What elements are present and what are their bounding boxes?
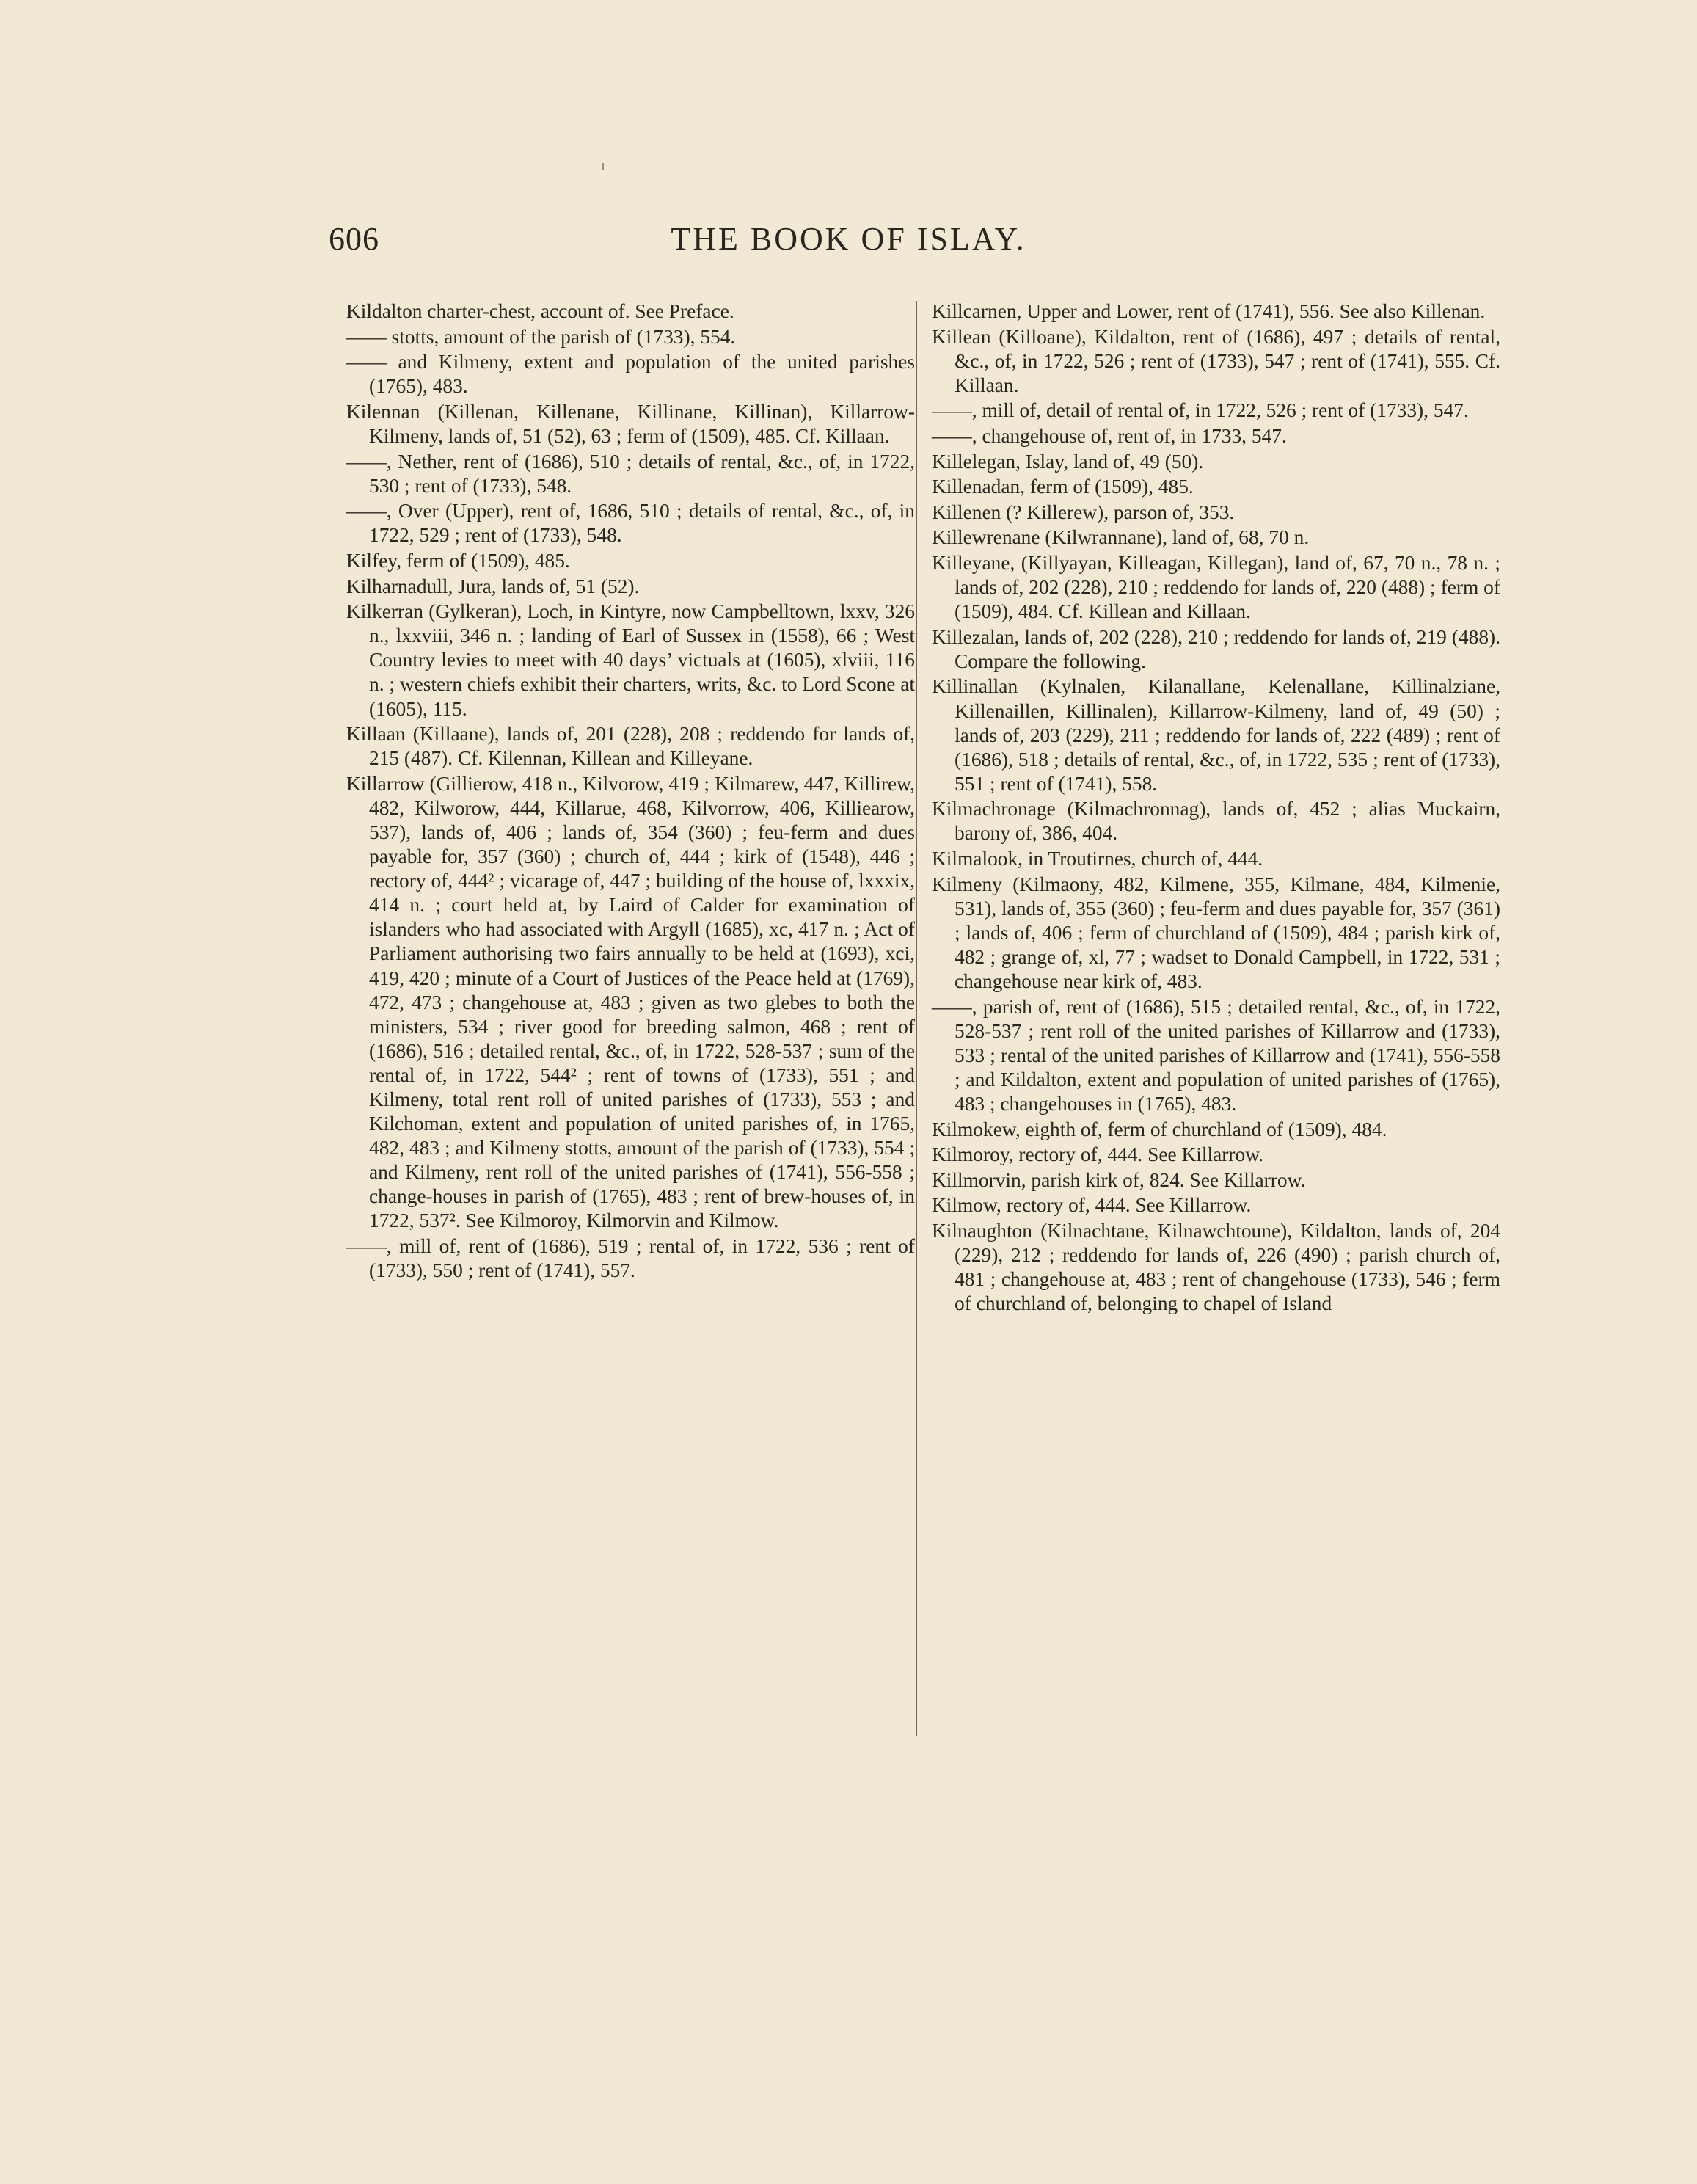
index-entry: Killenen (? Killerew), parson of, 353.: [932, 500, 1235, 523]
index-entry: ——, mill of, rent of (1686), 519 ; rental of, in 1722, 536 ; rent of (1733), 550 ; rent of (1741), 557.: [346, 1235, 915, 1282]
index-entry: Kilkerran (Gylkeran), Loch, in Kintyre, now Campbelltown, lxxv, 326 n., lxxviii, 346 n. ; landing of Earl of Sussex in (1558), 66 ; West Country levies to meet with 40 days’ victuals at (1605), xlviii, 116 n. ; western chiefs exhibit their charters, writs, &c. to Lord Scone at (1605), 115.: [346, 600, 915, 720]
index-entry: Kilfey, ferm of (1509), 485.: [346, 549, 570, 572]
scan-mark: [602, 163, 604, 170]
index-entry: Kildalton charter-chest, account of. See Preface.: [346, 300, 734, 322]
index-entry: ——, Over (Upper), rent of, 1686, 510 ; details of rental, &c., of, in 1722, 529 ; rent of (1733), 548.: [346, 500, 915, 547]
index-entry: Kilmow, rectory of, 444. See Killarrow.: [932, 1194, 1252, 1217]
index-entry: ——, changehouse of, rent of, in 1733, 547.: [932, 424, 1287, 447]
index-entry: Kilmachronage (Kilmachronnag), lands of, 452 ; alias Muckairn, barony of, 386, 404.: [932, 798, 1500, 845]
index-entry: Killelegan, Islay, land of, 49 (50).: [932, 450, 1204, 473]
index-entry: ——, mill of, detail of rental of, in 1722, 526 ; rent of (1733), 547.: [932, 399, 1469, 422]
index-entry: Killcarnen, Upper and Lower, rent of (1741), 556. See also Killenan.: [932, 300, 1486, 322]
index-entry: Kilennan (Killenan, Killenane, Killinane, Killinan), Killarrow-Kilmeny, lands of, 51 (52), 63 ; ferm of (1509), 485. Cf. Killaan.: [346, 400, 915, 447]
index-entry: Kilnaughton (Kilnachtane, Kilnawchtoune), Kildalton, lands of, 204 (229), 212 ; reddendo for lands of, 226 (490) ; parish church of, 481 ; changehouse at, 483 ; rent of changehouse (1733), 546 ; ferm of churchland of, belonging to chapel of Island: [932, 1219, 1500, 1315]
index-entry: Killezalan, lands of, 202 (228), 210 ; reddendo for lands of, 219 (488). Compare the following.: [932, 625, 1500, 672]
index-entry: Killmorvin, parish kirk of, 824. See Killarrow.: [932, 1168, 1306, 1191]
index-entry: Kilmalook, in Troutirnes, church of, 444.: [932, 848, 1263, 870]
index-entry: ——, Nether, rent of (1686), 510 ; details of rental, &c., of, in 1722, 530 ; rent of (1733), 548.: [346, 450, 915, 497]
index-entry: Kilmokew, eighth of, ferm of churchland of (1509), 484.: [932, 1118, 1387, 1140]
index-entry: Killaan (Killaane), lands of, 201 (228), 208 ; reddendo for lands of, 215 (487). Cf. Kilennan, Killean and Killeyane.: [346, 723, 915, 770]
index-entry: Kilmoroy, rectory of, 444. See Killarrow.: [932, 1143, 1264, 1166]
index-entry: Killarrow (Gillierow, 418 n., Kilvorow, 419 ; Kilmarew, 447, Killirew, 482, Kilworow, 444, Killarue, 468, Kilvorrow, 406, Killiearow, 537), lands of, 406 ; lands of, 354 (360) ; feu-ferm and dues payable for, 357 (360) ; church of, 444 ; kirk of (1548), 446 ; rectory of, 444² ; vicarage of, 447 ; building of the house of, lxxxix, 414 n. ; court held at, by Laird of Calder for examination of islanders who had associated with Argyll (1685), xc, 417 n. ; Act of Parliament authorising two fairs annually to be held at (1693), xci, 419, 420 ; minute of a Court of Justices of the Peace held at (1769), 472, 473 ; changehouse at, 483 ; given as two glebes to both the ministers, 534 ; river good for breeding salmon, 468 ; rent of (1686), 516 ; detailed rental, &c., of, in 1722, 528-537 ; sum of the rental of, in 1722, 544² ; rent of towns of (1733), 551 ; and Kilmeny, total rent roll of united parishes of (1733), 553 ; and Kilchoman, extent and population of united parishes of, in 1765, 482, 483 ; and Kilmeny stotts, amount of the parish of (1733), 554 ; and Kilmeny, rent roll of the united parishes of (1741), 556-558 ; change-houses in parish of (1765), 483 ; rent of brew-houses of, in 1722, 537². See Kilmoroy, Kilmorvin and Kilmow.: [346, 772, 915, 1232]
page-number: 606: [329, 221, 379, 257]
column-divider: [916, 301, 917, 1736]
index-entry: Killenadan, ferm of (1509), 485.: [932, 476, 1194, 498]
index-entry: Killean (Killoane), Kildalton, rent of (1686), 497 ; details of rental, &c., of, in 1722, 526 ; rent of (1733), 547 ; rent of (1741), 555. Cf. Killaan.: [932, 325, 1500, 396]
running-title: THE BOOK OF ISLAY.: [671, 221, 1026, 257]
index-entry: —— stotts, amount of the parish of (1733), 554.: [346, 325, 736, 348]
index-column-right: [932, 299, 1500, 1317]
index-column-left: [346, 299, 915, 1284]
index-entry: —— and Kilmeny, extent and population of the united parishes (1765), 483.: [346, 351, 915, 398]
index-entry: Killinallan (Kylnalen, Kilanallane, Kelenallane, Killinalziane, Killenaillen, Killinalen), Killarrow-Kilmeny, land of, 49 (50) ; lands of, 203 (229), 211 ; reddendo for lands of, 222 (489) ; rent of (1686), 518 ; details of rental, &c., of, in 1722, 535 ; rent of (1733), 551 ; rent of (1741), 558.: [932, 675, 1500, 795]
index-entry: ——, parish of, rent of (1686), 515 ; detailed rental, &c., of, in 1722, 528-537 ; rent roll of the united parishes of Killarrow and (1733), 533 ; rental of the united parishes of Killarrow and (1741), 556-558 ; and Kildalton, extent and population of united parishes of (1765), 483 ; changehouses in (1765), 483.: [932, 995, 1500, 1115]
index-entry: Killewrenane (Kilwrannane), land of, 68, 70 n.: [932, 526, 1310, 549]
index-entry: Kilmeny (Kilmaony, 482, Kilmene, 355, Kilmane, 484, Kilmenie, 531), lands of, 355 (360) ; feu-ferm and dues payable for, 357 (361) ; lands of, 406 ; ferm of churchland of (1509), 484 ; parish kirk of, 482 ; grange of, xl, 77 ; wadset to Donald Campbell, in 1722, 531 ; changehouse near kirk of, 483.: [932, 873, 1500, 993]
index-entry: Kilharnadull, Jura, lands of, 51 (52).: [346, 575, 640, 597]
index-entry: Killeyane, (Killyayan, Killeagan, Killegan), land of, 67, 70 n., 78 n. ; lands of, 202 (228), 210 ; reddendo for lands of, 220 (488) ; ferm of (1509), 484. Cf. Killean and Killaan.: [932, 551, 1500, 623]
